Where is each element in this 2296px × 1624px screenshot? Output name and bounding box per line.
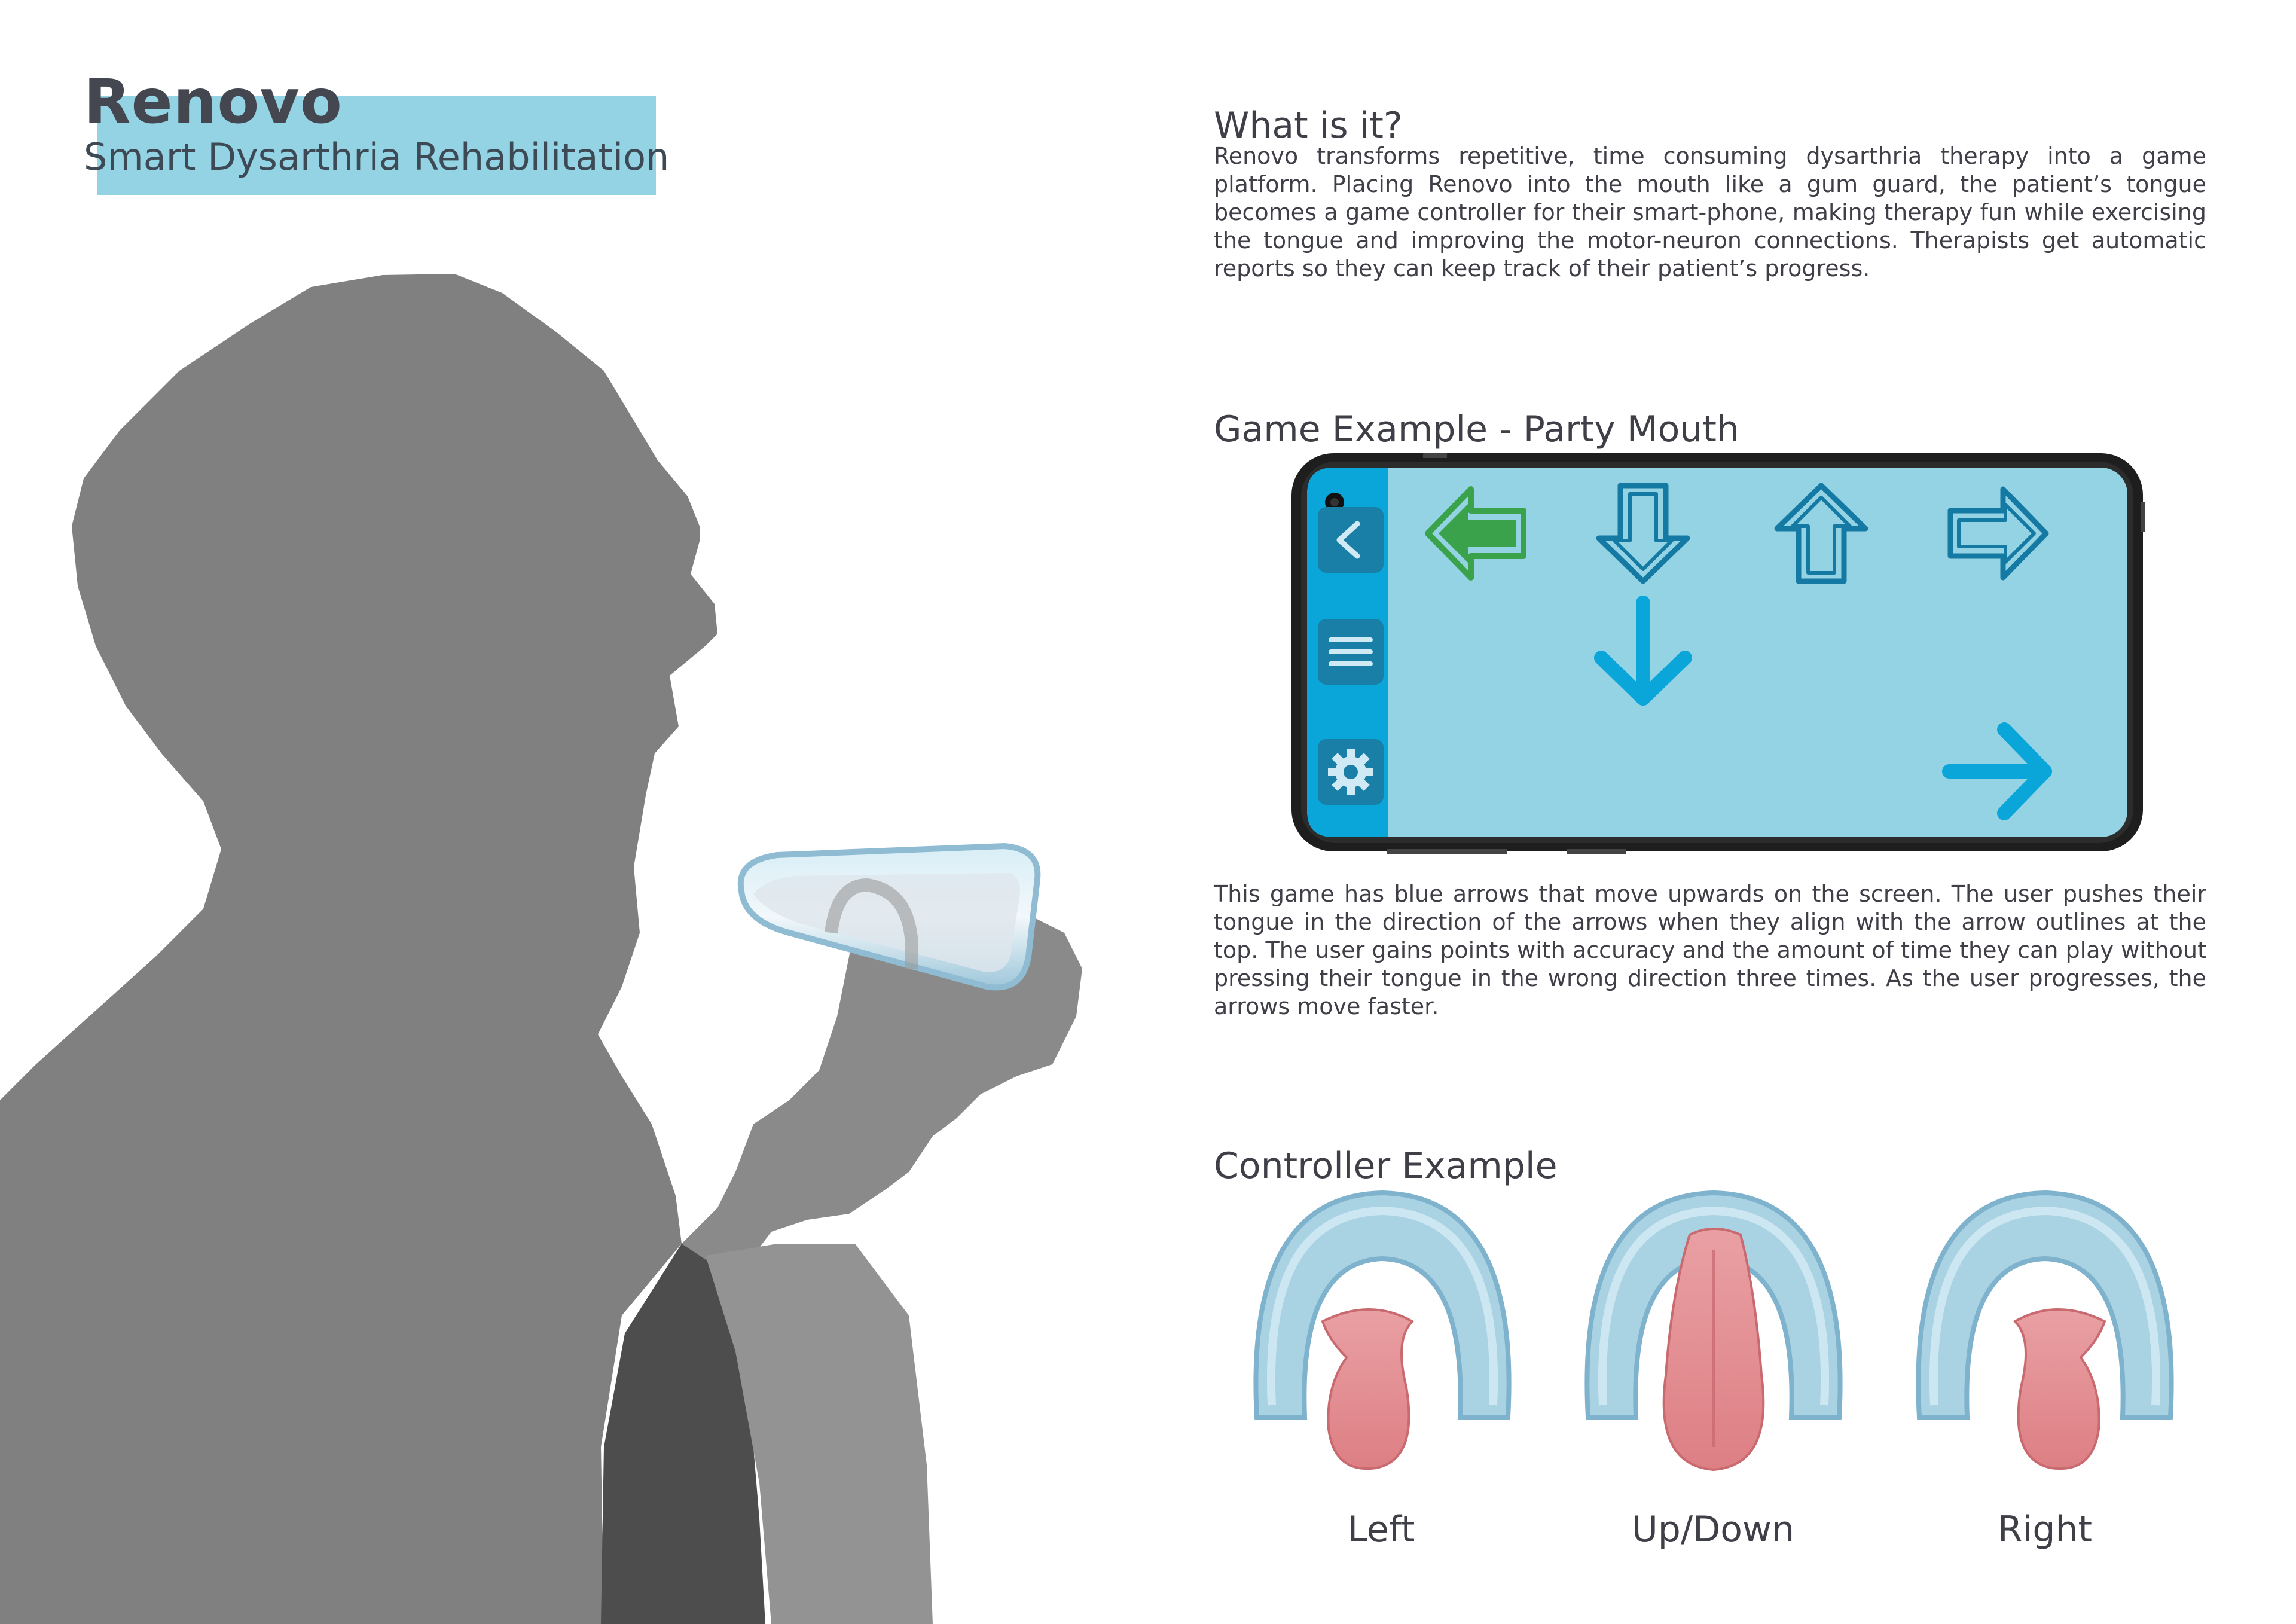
menu-button[interactable] <box>1318 619 1384 685</box>
controller-label-updown: Up/Down <box>1631 1509 1795 1550</box>
controller-example-heading: Controller Example <box>1214 1145 1558 1187</box>
game-example-body: This game has blue arrows that move upwards on the screen. The user pushes their tongue in the direction of the arrows when they align with the arrow outlines at the top. The user gains points with accuracy and the amount of time they can play without pressing their tongue in the wrong direction three times. As the user progresses, the arrows move faster. <box>1214 881 2206 1019</box>
tongue-right <box>2015 1309 2105 1469</box>
settings-button[interactable] <box>1318 739 1384 805</box>
phone-screen <box>1307 468 2127 837</box>
tongue-left <box>1323 1309 1412 1469</box>
settings-gear-icon <box>1328 749 1373 795</box>
what-is-it-body: Renovo transforms repetitive, time consuming dysarthria therapy into a game platform. Placing Renovo into the mouth like a gum guard, the patient’s tongue becomes a game controller for their smart-phone, making therapy fun while exercising the tongue and improving the motor-neuron connections. Therapists get automatic reports so they can keep track of their patient’s progress. <box>1214 143 2206 282</box>
what-is-it-heading: What is it? <box>1214 105 1403 146</box>
game-example-heading: Game Example - Party Mouth <box>1214 408 1739 450</box>
controller-right-illustration <box>1918 1193 2171 1469</box>
controller-updown-illustration <box>1587 1193 1840 1470</box>
controller-left-illustration <box>1256 1193 1509 1469</box>
brand-subtitle: Smart Dysarthria Rehabilitation <box>84 135 670 179</box>
controller-label-right: Right <box>1998 1509 2092 1550</box>
back-button[interactable] <box>1318 507 1384 573</box>
brand-title: Renovo <box>84 66 343 138</box>
controller-label-left: Left <box>1347 1509 1415 1550</box>
